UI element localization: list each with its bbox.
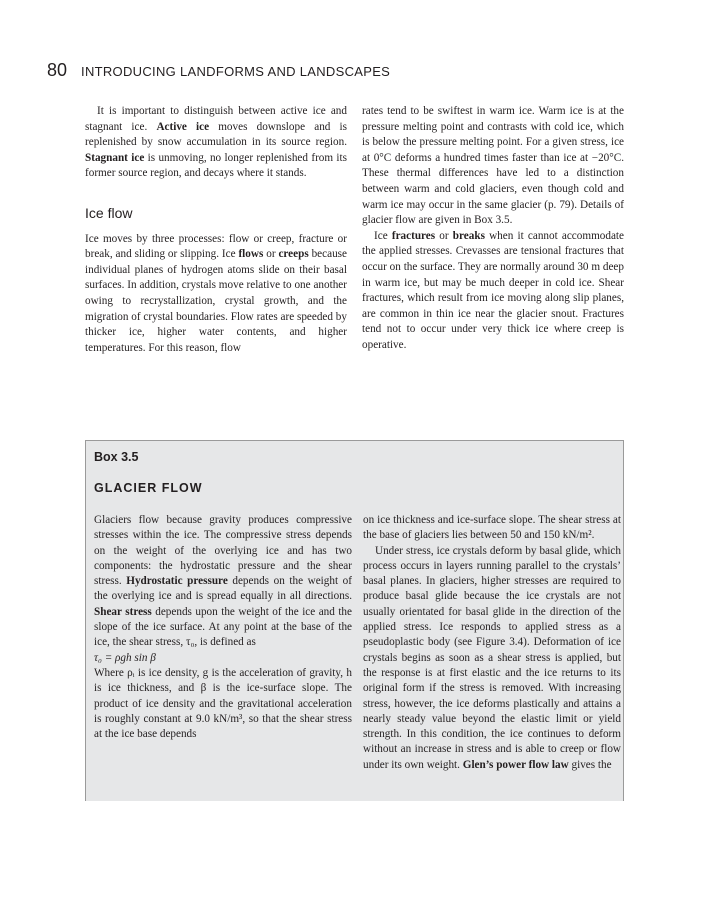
box-title: GLACIER FLOW — [94, 481, 203, 495]
paragraph-basal-glide — [363, 544, 621, 773]
text-run: when it cannot accommodate the applied stresses. Crevasses are tensional fractures that occur on the surface. They are normally around 30 m deep in warm ice, but may be much deeper in cold ice. Shear fractures, which result from ice moving along slip planes, are common in thin ice near the glacier snout. Fractures tend not to occur under very thick ice where creep is operative. — [362, 229, 624, 351]
page-number: 80 — [47, 60, 68, 80]
term-glens-power-flow-law: Glen’s power flow law — [462, 758, 569, 771]
text-run: because individual planes of hydrogen atoms slide on their basal surfaces. In addition, crystals move relative to one another owing to recrystallization, crystal growth, and the migration of crystal boundaries. Flow rates are speeded by thicker ice, higher water contents, and higher temperatures. For this reason, flow — [85, 248, 347, 354]
text-run: Glaciers flow because gravity produces compressive stresses within the ice. The compressive stress depends on the weight of the overlying ice and has two components: the hydrostatic pressure and the shear stress. — [94, 514, 352, 588]
paragraph-active-stagnant-ice — [85, 104, 347, 182]
box-glacier-flow — [85, 440, 624, 801]
box-right-column — [363, 513, 621, 773]
term-flows: flows — [238, 248, 264, 261]
page-header — [47, 60, 390, 88]
running-title: INTRODUCING LANDFORMS AND LANDSCAPES — [81, 64, 391, 79]
term-stagnant-ice: Stagnant ice — [85, 151, 145, 164]
paragraph-equation-terms: Where ρᵢ is ice density, g is the acceleration of gravity, h is ice thickness, and β is the ice-surface slope. The product of ice density and the gravitational acceleration is roughly constant at 9.0 kN/m³, so that the shear stress at the ice base depends — [94, 666, 352, 741]
term-active-ice: Active ice — [156, 120, 210, 133]
text-run: is unmoving, no longer replenished from its former source region, and decays where it stands. — [85, 151, 348, 180]
section-heading-ice-flow: Ice flow — [85, 204, 133, 221]
term-breaks: breaks — [452, 229, 485, 242]
text-run: depends on the weight of the overlying ice and is spread equally in all directions. — [94, 575, 352, 603]
term-shear-stress: Shear stress — [94, 605, 152, 618]
paragraph-fractures — [362, 229, 624, 354]
text-run: Ice — [374, 229, 392, 242]
term-fractures: fractures — [391, 229, 436, 242]
text-run: depends upon the weight of the ice and the slope of the ice surface. At any point at the base of the ice, the shear stress, τ₀, is defined as — [94, 605, 352, 649]
paragraph-ice-flow — [85, 232, 347, 357]
equation-shear-stress: τ₀ = ρgh sin β — [94, 651, 156, 664]
paragraph-warm-cold-ice: rates tend to be swiftest in warm ice. Warm ice is at the pressure melting point and contrasts with cold ice, which is below the pressure melting point. For a given stress, ice at 0°C deforms a hundred times faster than ice at −20°C. These thermal differences have led to a distinction between warm and cold glaciers, even though cold and warm ice may occur in the same glacier (p. 79). Details of glacier flow are given in Box 3.5. — [362, 105, 624, 227]
text-run: It is important to distinguish between active ice and stagnant ice. — [85, 105, 347, 133]
text-run: gives the — [568, 758, 612, 771]
text-run: Ice moves by three processes: flow or creep, fracture or break, and sliding or slipping. Ice — [85, 232, 347, 261]
term-hydrostatic-pressure: Hydrostatic pressure — [126, 575, 228, 588]
paragraph-shear-range: on ice thickness and ice-surface slope. The shear stress at the base of glaciers lies between 50 and 150 kN/m². — [363, 514, 621, 542]
text-run: Under stress, ice crystals deform by basal glide, which process occurs in layers running parallel to the crystals’ basal planes. In glaciers, higher stresses are required to produce basal glide because the ice crystals are not usually orientated for basal glide in the direction of the applied stress. Ice responds to applied stress as a pseudoplastic body (see Figure 3.4). Deformation of ice crystals begins as soon as a shear stress is applied, but the response is at first elastic and the ice returns to its original form if the stress is removed. With increasing stress, however, the ice deforms plastically and attains a nearly steady value beyond the elastic limit or yield strength. In this condition, the ice continues to deform without an increase in stress and is able to creep or flow under its own weight. — [363, 544, 621, 771]
box-left-column — [94, 513, 352, 742]
paragraph-compressive-stress — [94, 513, 352, 651]
text-run: moves downslope and is replenished by snow accumulation in its source region. — [85, 120, 347, 149]
box-label: Box 3.5 — [94, 450, 139, 464]
term-creeps: creeps — [278, 248, 309, 261]
text-run: or — [263, 248, 279, 261]
right-column — [362, 104, 624, 354]
left-column — [85, 104, 347, 356]
text-run: or — [435, 229, 453, 242]
